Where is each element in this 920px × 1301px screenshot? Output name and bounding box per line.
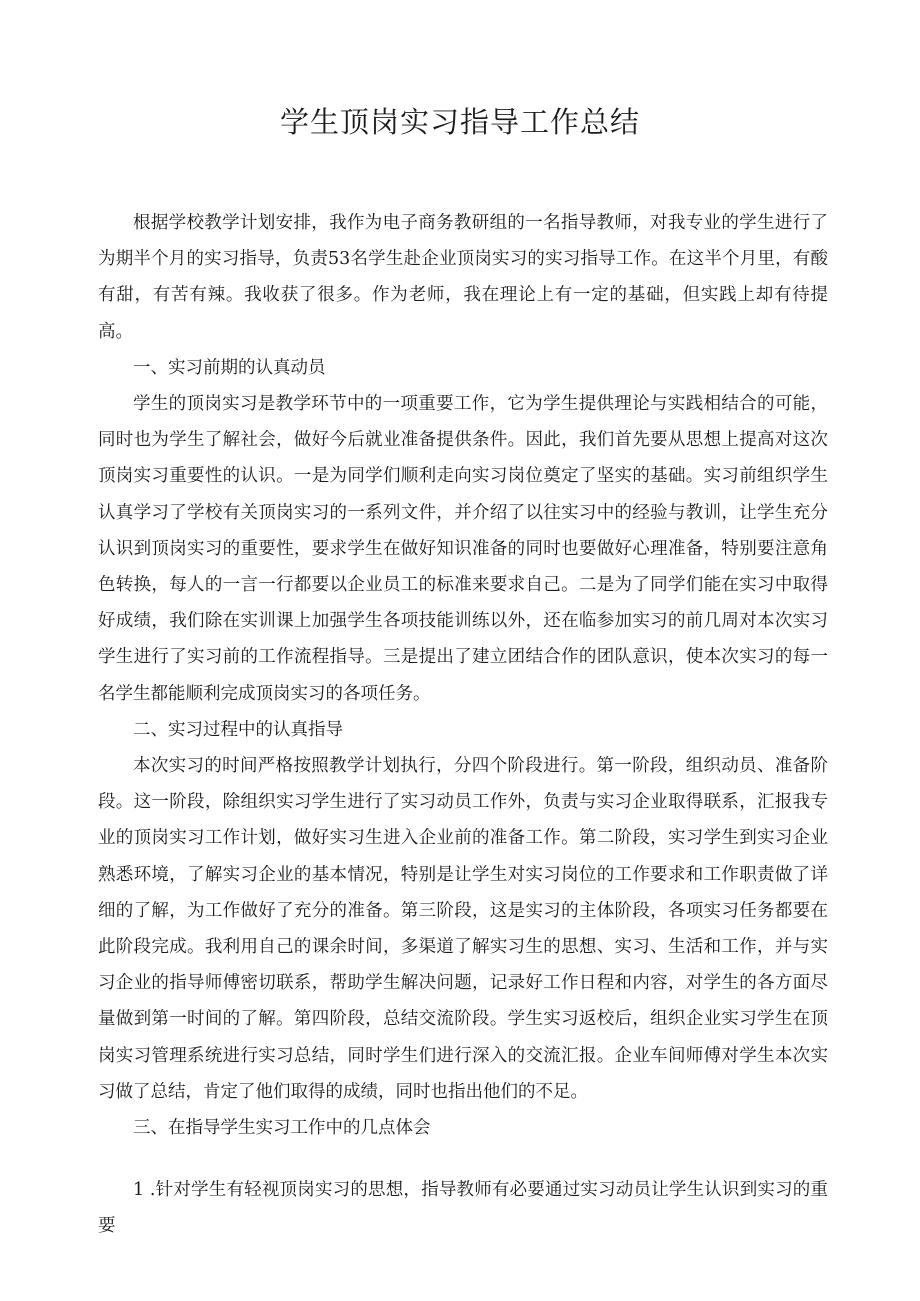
document-body — [98, 205, 828, 1245]
point-1-paragraph: 1 .针对学生有轻视顶岗实习的思想，指导教师有必要通过实习动员让学生认识到实习的重要 — [98, 1180, 828, 1237]
section-2-heading: 二、实习过程中的认真指导 — [133, 719, 343, 740]
section-3-heading: 三、在指导学生实习工作中的几点体会 — [133, 1118, 431, 1139]
section-2-paragraph: 本次实习的时间严格按照教学计划执行，分四个阶段进行。第一阶段，组织动员、准备阶段。这一阶段，除组织实习学生进行了实习动员工作外，负责与实习企业取得联系，汇报我专业的顶岗实习工作计划，做好实习生进入企业前的准备工作。第二阶段，实习学生到实习企业熟悉环境，了解实习企业的基本情况，特别是让学生对实习岗位的工作要求和工作职责做了详细的了解，为工作做好了充分的准备。第三阶段，这是实习的主体阶段，各项实习任务都要在此阶段完成。我利用自己的课余时间，多渠道了解实习生的思想、实习、生活和工作，并与实习企业的指导师傅密切联系，帮助学生解决问题，记录好工作日程和内容，对学生的各方面尽量做到第一时间的了解。第四阶段，总结交流阶段。学生实习返校后，组织企业实习学生在顶岗实习管理系统进行实习总结，同时学生们进行深入的交流汇报。企业车间师傅对学生本次实习做了总结，肯定了他们取得的成绩，同时也指出他们的不足。 — [98, 756, 828, 1102]
document-title: 学生顶岗实习指导工作总结 — [279, 105, 640, 139]
section-1-paragraph: 学生的顶岗实习是教学环节中的一项重要工作，它为学生提供理论与实践相结合的可能，同时也为学生了解社会，做好今后就业准备提供条件。因此，我们首先要从思想上提高对这次顶岗实习重要性的认识。一是为同学们顺利走向实习岗位奠定了坚实的基础。实习前组织学生认真学习了学校有关顶岗实习的一系列文件，并介绍了以往实习中的经验与教训，让学生充分认识到顶岗实习的重要性，要求学生在做好知识准备的同时也要做好心理准备，特别要注意角色转换，每人的一言一行都要以企业员工的标准来要求自己。二是为了同学们能在实习中取得好成绩，我们除在实训课上加强学生各项技能训练以外，还在临参加实习的前几周对本次实习学生进行了实习前的工作流程指导。三是提出了建立团结合作的团队意识，使本次实习的每一名学生都能顺利完成顶岗实习的各项任务。 — [98, 394, 828, 704]
intro-paragraph: 根据学校教学计划安排，我作为电子商务教研组的一名指导教师，对我专业的学生进行了为期半个月的实习指导，负责53名学生赴企业顶岗实习的实习指导工作。在这半个月里，有酸有甜，有苦有辣。我收获了很多。作为老师，我在理论上有一定的基础，但实践上却有待提高。 — [98, 213, 828, 342]
section-1-heading: 一、实习前期的认真动员 — [133, 357, 326, 378]
paragraph-spacer — [98, 1146, 828, 1172]
